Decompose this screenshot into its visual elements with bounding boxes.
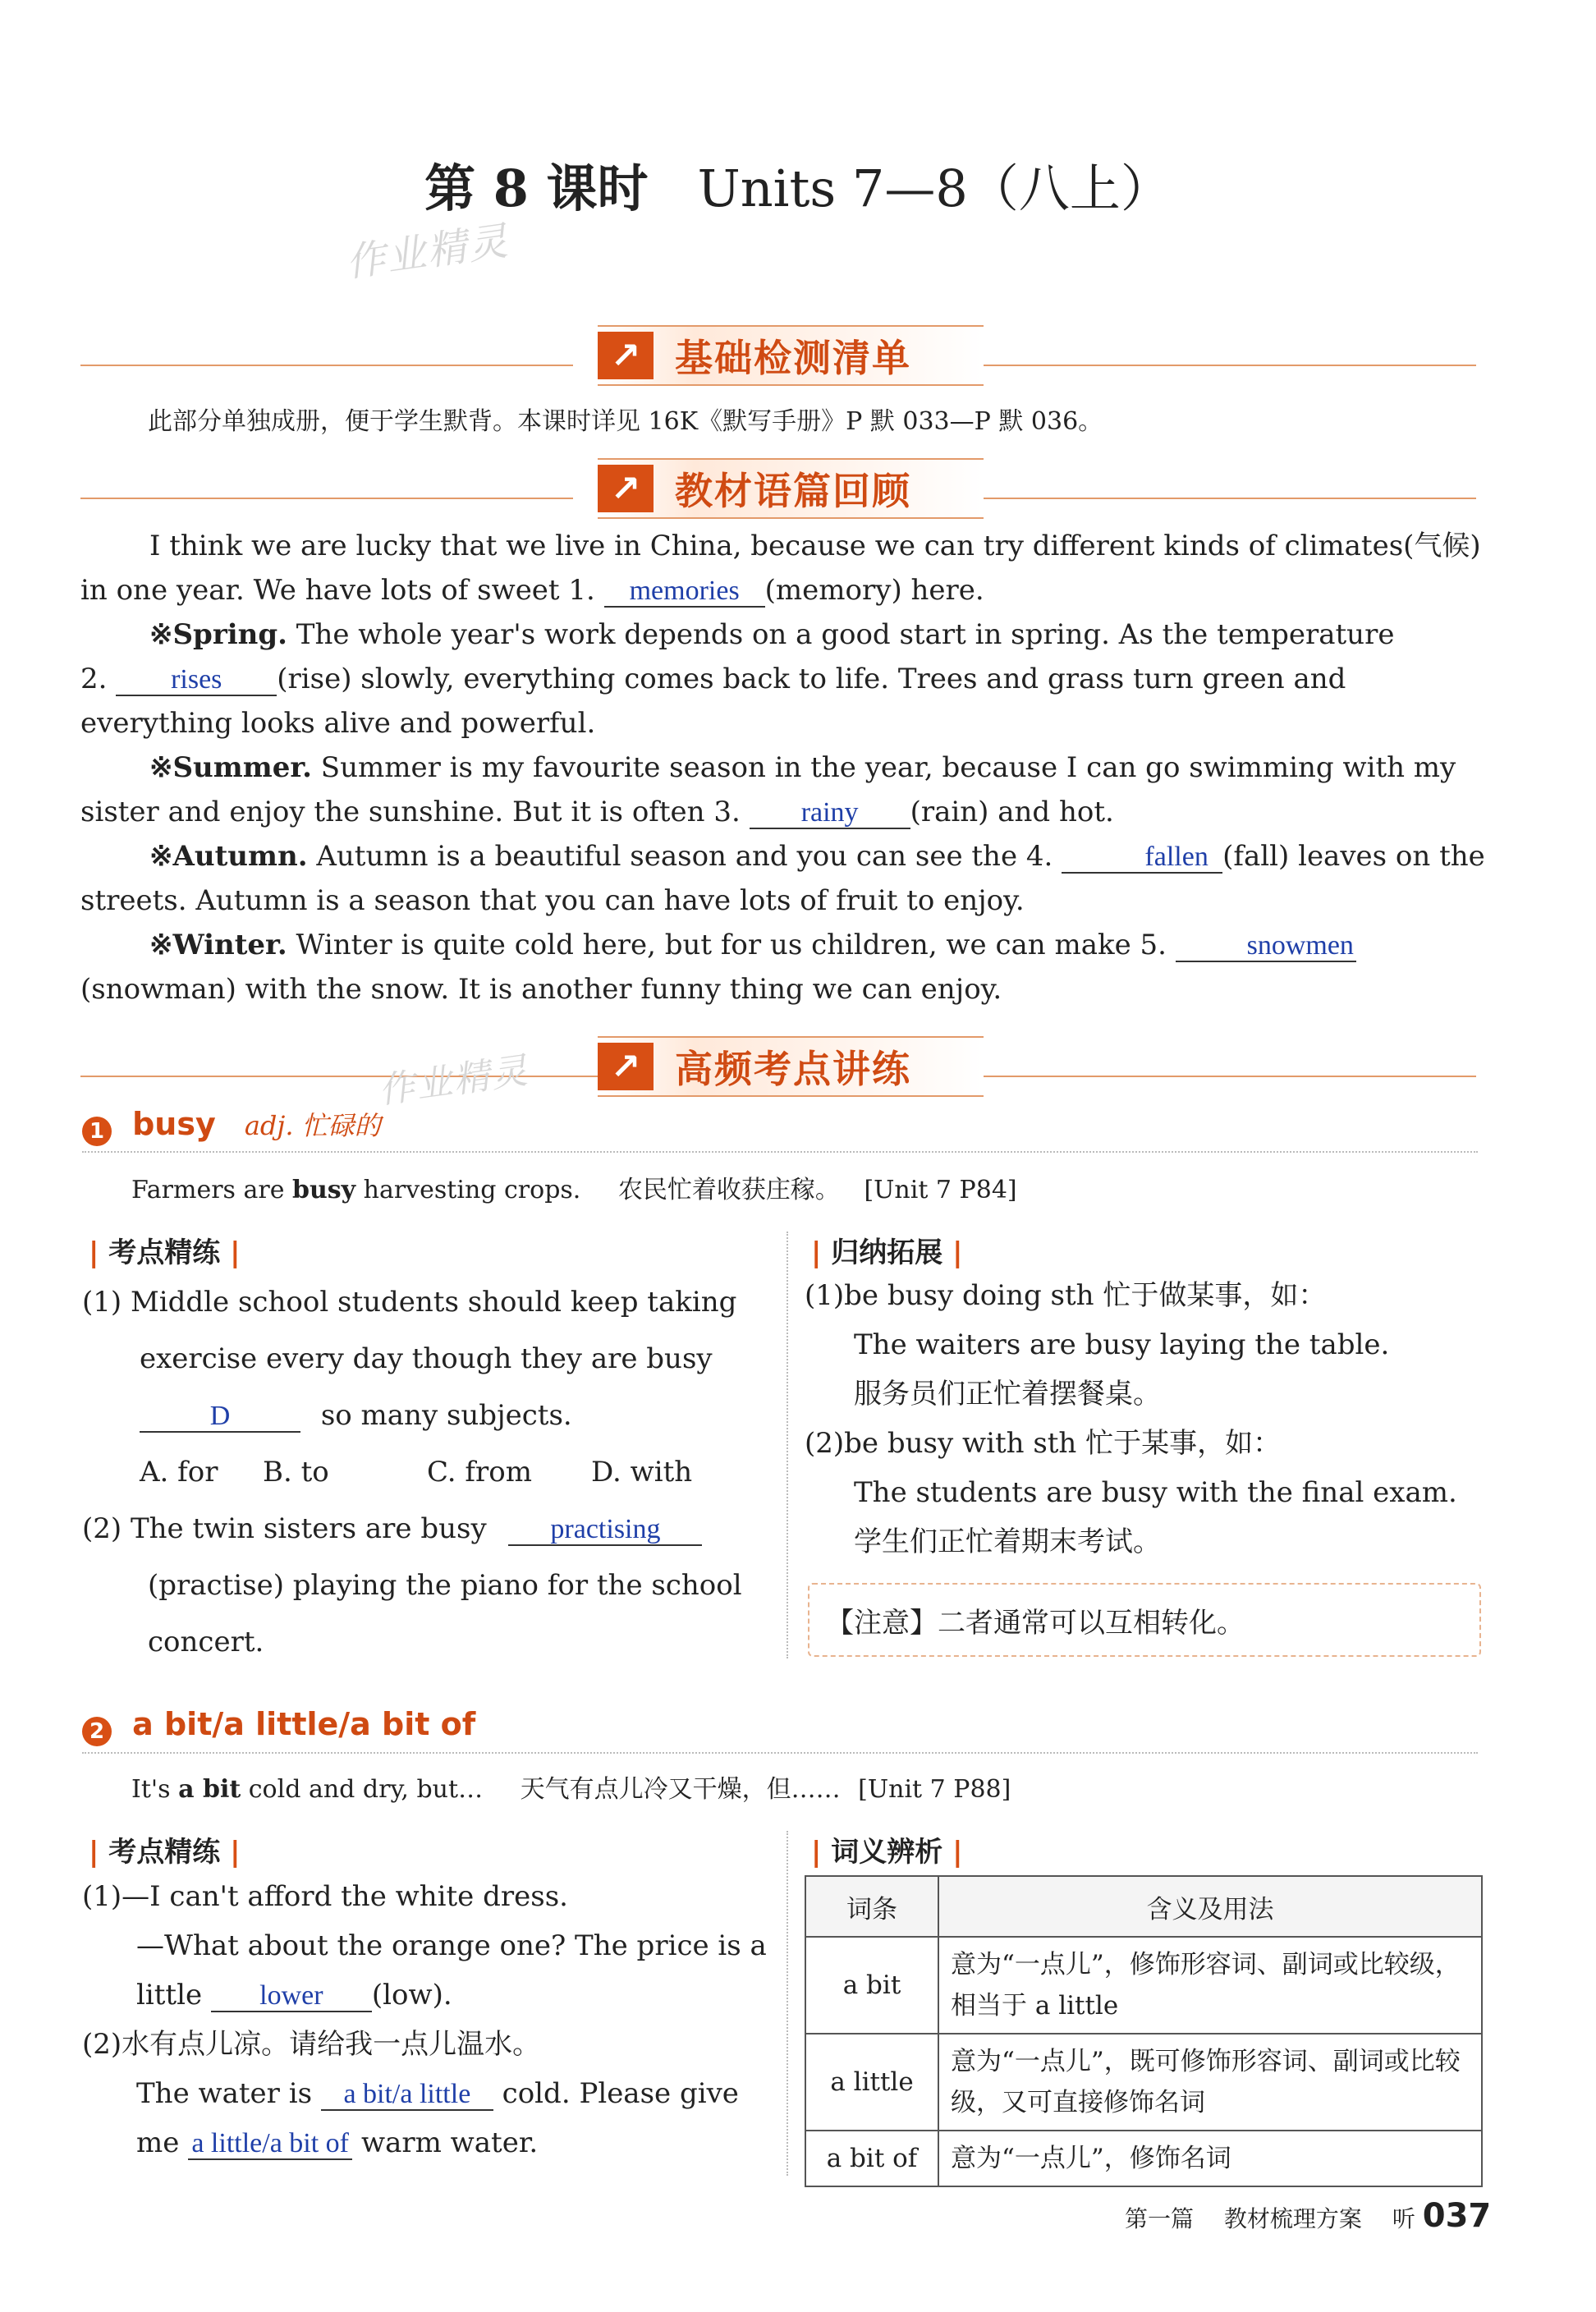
passage-line — [80, 568, 1478, 612]
arrow-icon: ↗ — [598, 332, 654, 379]
practice-heading: | 考点精练 | — [89, 1236, 241, 1269]
passage-text: (rise) slowly, everything comes back to life. Trees and grass turn green and — [277, 663, 1346, 695]
section-banner-text-review — [598, 458, 984, 519]
example-text: It's — [131, 1775, 179, 1804]
table-term: a little — [805, 2034, 938, 2131]
point-number: 2 — [82, 1717, 112, 1746]
table-row — [805, 1937, 1482, 2034]
question-line — [82, 1388, 764, 1444]
section-banner-key-points — [598, 1036, 984, 1097]
footer-name: 教材梳理方案 — [1223, 2205, 1362, 2232]
column-divider — [787, 1232, 788, 1658]
question-text: me — [136, 2126, 180, 2159]
example-text: Farmers are — [131, 1176, 292, 1204]
section-banner-basics — [598, 325, 984, 386]
answer-blank-4: fallen — [1062, 842, 1222, 874]
question-line — [82, 1501, 764, 1557]
passage-text: (rain) and hot. — [910, 796, 1114, 828]
summary-line: 学生们正忙着期末考试。 — [854, 1525, 1161, 1558]
banner-rule-right — [984, 1076, 1476, 1077]
season-label-winter: ※Winter. — [149, 929, 287, 961]
passage-text: in one year. We have lots of sweet 1. — [80, 574, 595, 607]
passage-line: streets. Autumn is a season that you can have lots of fruit to enjoy. — [80, 884, 1025, 917]
page-number: 037 — [1422, 2197, 1492, 2235]
key-point-heading-busy — [82, 1105, 381, 1146]
watermark: 作业精灵 — [375, 1049, 532, 1112]
arrow-icon: ↗ — [598, 1043, 654, 1090]
question-line: (1) Middle school students should keep taking — [82, 1286, 737, 1319]
answer-blank-2: rises — [116, 664, 277, 696]
answer-blank: a bit/a little — [321, 2079, 493, 2111]
column-divider — [787, 1831, 788, 2176]
passage-text: 2. — [80, 663, 108, 695]
passage — [80, 524, 1485, 1012]
option-b: B. to — [263, 1456, 329, 1489]
season-label-summer: ※Summer. — [149, 751, 312, 784]
note-box: 【注意】二者通常可以互相转化。 — [808, 1583, 1481, 1657]
question-line — [82, 1970, 764, 2020]
question-line — [82, 2069, 764, 2118]
footer-part: 第一篇 — [1125, 2205, 1195, 2232]
example-text: cold and dry, but… — [241, 1775, 484, 1804]
table-term: a bit of — [805, 2131, 938, 2186]
key-point-heading-a-bit — [82, 1706, 475, 1746]
question-line: (2)水有点儿凉。请给我一点儿温水。 — [82, 2028, 541, 2061]
summary-line: (1)be busy doing sth 忙于做某事，如： — [805, 1279, 1327, 1312]
banner-rule-left — [80, 365, 573, 366]
page-footer — [1125, 2197, 1491, 2235]
summary-line: The students are busy with the final exam. — [854, 1476, 1457, 1509]
section-heading: 高频考点讲练 — [675, 1047, 911, 1091]
example-sentence — [131, 1768, 1011, 1805]
answer-blank: lower — [211, 1980, 372, 2012]
question-text: (low). — [371, 1979, 452, 2012]
summary-line: (2)be busy with sth 忙于某事，如： — [805, 1427, 1282, 1460]
example-keyword: a bit — [178, 1775, 241, 1804]
table-heading-text: 词义辨析 — [831, 1836, 943, 1869]
passage-line: I think we are lucky that we live in China, because we can try different kinds of climates(气候) — [149, 530, 1481, 562]
booklet-note: 此部分单独成册，便于学生默背。本课时详见 16K《默写手册》P 默 033—P 默 036。 — [148, 407, 1103, 436]
passage-text: The whole year's work depends on a good start in spring. As the temperature — [296, 618, 1395, 651]
question-line: concert. — [148, 1626, 264, 1658]
answer-blank: a little/a bit of — [188, 2128, 352, 2160]
example-translation: 农民忙着收获庄稼。 — [617, 1176, 840, 1204]
answer-blank: D — [140, 1401, 300, 1433]
choice-options — [82, 1444, 764, 1501]
table-header-row — [805, 1876, 1482, 1937]
example-reference: [Unit 7 P84] — [864, 1176, 1017, 1204]
table-term: a bit — [805, 1937, 938, 2034]
units-label: Units 7—8（八上） — [697, 158, 1172, 218]
question-text: little — [136, 1979, 203, 2012]
passage-line — [80, 790, 1478, 834]
meaning-comparison-table — [805, 1875, 1483, 2187]
passage-text: (memory) here. — [764, 574, 984, 607]
example-reference: [Unit 7 P88] — [858, 1775, 1011, 1804]
summary-heading-text: 归纳拓展 — [831, 1236, 943, 1269]
banner-rule-right — [984, 498, 1476, 499]
arrow-icon: ↗ — [598, 465, 654, 512]
practice-heading-text: 考点精练 — [108, 1836, 221, 1869]
question-text: The water is — [136, 2077, 313, 2110]
example-sentence — [131, 1169, 1017, 1205]
dotted-divider — [82, 1752, 1478, 1754]
option-c: C. from — [427, 1456, 532, 1489]
passage-text: (fall) leaves on the — [1222, 840, 1485, 873]
option-a: A. for — [140, 1456, 218, 1489]
question-text: warm water. — [361, 2126, 539, 2159]
question-line — [82, 2118, 764, 2168]
table-row — [805, 2034, 1482, 2131]
example-keyword: busy — [292, 1176, 356, 1204]
season-label-autumn: ※Autumn. — [149, 840, 308, 873]
question-line: —What about the orange one? The price is a — [136, 1929, 767, 1962]
question-text: so many subjects. — [320, 1399, 572, 1432]
practice-heading: | 考点精练 | — [89, 1836, 241, 1869]
summary-content — [805, 1271, 1478, 1567]
table-description: 意为“一点儿”，既可修饰形容词、副词或比较级，又可直接修饰名词 — [938, 2034, 1482, 2131]
table-description: 意为“一点儿”，修饰形容词、副词或比较级，相当于 a little — [938, 1937, 1482, 2034]
practice-questions — [82, 1872, 767, 2168]
footer-tag: 听 — [1392, 2205, 1415, 2232]
banner-rule-left — [80, 498, 573, 499]
answer-blank-1: memories — [604, 576, 765, 608]
question-line: (practise) playing the piano for the school — [148, 1569, 742, 1602]
passage-line: (snowman) with the snow. It is another funny thing we can enjoy. — [80, 973, 1002, 1006]
summary-line: The waiters are busy laying the table. — [854, 1328, 1390, 1361]
passage-text: Winter is quite cold here, but for us children, we can make 5. — [296, 929, 1167, 961]
passage-text: Summer is my favourite season in the year, because I can go swimming with my — [320, 751, 1456, 784]
question-line: (1)—I can't afford the white dress. — [82, 1880, 568, 1913]
answer-blank-5: snowmen — [1176, 930, 1356, 962]
dotted-divider — [82, 1151, 1478, 1153]
question-text: cold. Please give — [502, 2077, 739, 2110]
banner-rule-right — [984, 365, 1476, 366]
lesson-number: 第 8 课时 — [424, 158, 649, 218]
passage-line — [80, 834, 1485, 878]
passage-text: sister and enjoy the sunshine. But it is often 3. — [80, 796, 741, 828]
practice-heading-text: 考点精练 — [108, 1236, 221, 1269]
season-label-spring: ※Spring. — [149, 618, 287, 651]
option-d: D. with — [591, 1456, 693, 1489]
answer-blank-3: rainy — [750, 797, 910, 829]
table-header-meaning: 含义及用法 — [938, 1876, 1482, 1937]
passage-line — [80, 745, 1478, 790]
passage-text: Autumn is a beautiful season and you can see the 4. — [316, 840, 1053, 873]
answer-blank: practising — [508, 1514, 702, 1546]
section-heading: 基础检测清单 — [675, 336, 911, 380]
passage-line — [80, 923, 1478, 967]
section-heading: 教材语篇回顾 — [675, 469, 911, 513]
example-translation: 天气有点儿冷又干燥，但…… — [520, 1775, 841, 1804]
table-heading: | 词义辨析 | — [811, 1836, 963, 1869]
summary-heading: | 归纳拓展 | — [811, 1236, 963, 1269]
example-text: harvesting crops. — [355, 1176, 581, 1204]
summary-line: 服务员们正忙着摆餐桌。 — [854, 1378, 1161, 1411]
point-word: busy — [132, 1106, 216, 1142]
passage-line — [80, 612, 1478, 657]
table-description: 意为“一点儿”，修饰名词 — [938, 2131, 1482, 2186]
page-title — [0, 148, 1596, 221]
point-word: a bit/a little/a bit of — [132, 1706, 476, 1742]
passage-line: everything looks alive and powerful. — [80, 707, 596, 740]
table-header-term: 词条 — [805, 1876, 938, 1937]
table-row — [805, 2131, 1482, 2186]
question-line: exercise every day though they are busy — [140, 1342, 713, 1375]
practice-questions — [82, 1274, 764, 1671]
question-text: (2) The twin sisters are busy — [82, 1512, 487, 1545]
point-number: 1 — [82, 1117, 112, 1146]
passage-line — [80, 657, 1478, 701]
watermark: 作业精灵 — [342, 218, 512, 287]
point-pos: adj. 忙碌的 — [244, 1110, 381, 1141]
